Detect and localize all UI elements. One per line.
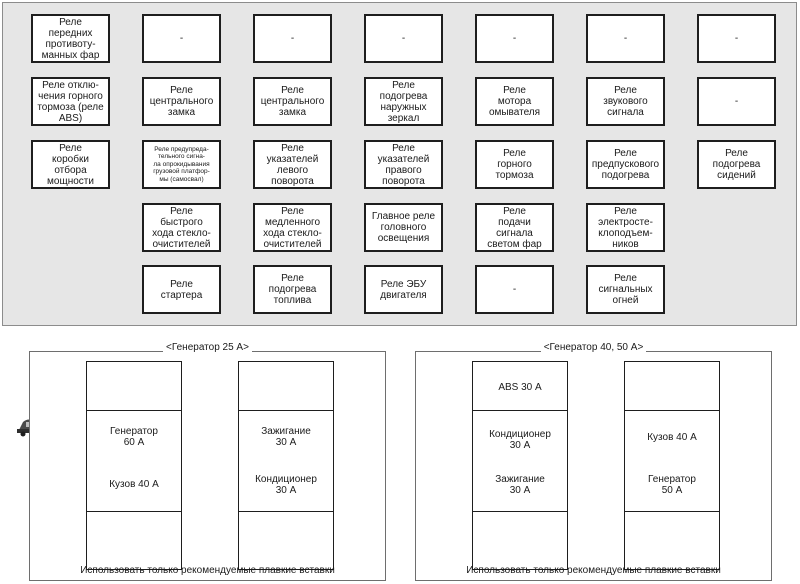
relay-dump-warning: Реле предупреда- тельного сигна- ла опрокидывания грузовой платфор- мы (самосвал): [142, 140, 221, 189]
relay-signal-lights: Реле сигнальных огней: [586, 265, 665, 314]
fuse-divider: [473, 511, 567, 512]
fuse-divider: [87, 410, 181, 411]
relay-horn: Реле звукового сигнала: [586, 77, 665, 126]
fuse-label-ignition: Зажигание 30 А: [261, 426, 311, 448]
relay-wiper-fast: Реле быстрого хода стекло- очистителей: [142, 203, 221, 252]
fuse-label-ignition: Зажигание 30 А: [495, 474, 545, 496]
fuse-divider: [239, 511, 333, 512]
fuse-holder: [624, 361, 720, 570]
relay-right-turn: Реле указателей правого поворота: [364, 140, 443, 189]
relay-wiper-slow: Реле медленного хода стекло- очистителей: [253, 203, 332, 252]
fuse-divider: [473, 410, 567, 411]
relay-left-turn: Реле указателей левого поворота: [253, 140, 332, 189]
relay-seat-heater: Реле подогрева сидений: [697, 140, 776, 189]
relay-empty: -: [364, 14, 443, 63]
relay-power-windows: Реле электросте- клоподъем- ников: [586, 203, 665, 252]
relay-empty: -: [475, 14, 554, 63]
fuse-label-generator: Генератор 60 А: [110, 426, 158, 448]
fuse-label-body: Кузов 40 А: [109, 479, 159, 490]
relay-central-lock: Реле центрального замка: [253, 77, 332, 126]
relay-empty: -: [142, 14, 221, 63]
relay-exhaust-brake-off: Реле отклю- чения горного тормоза (реле ABS): [31, 77, 110, 126]
fuse-label-generator: Генератор 50 А: [648, 474, 696, 496]
fuse-label-ac: Кондиционер 30 А: [489, 429, 551, 451]
relay-empty: -: [586, 14, 665, 63]
fuse-block-generator-25a: [29, 342, 386, 581]
relay-empty: -: [697, 14, 776, 63]
relay-exhaust-brake: Реле горного тормоза: [475, 140, 554, 189]
fuse-holder: [238, 361, 334, 570]
fuse-holder: [472, 361, 568, 570]
fuse-divider: [625, 511, 719, 512]
fuse-label-body: Кузов 40 А: [647, 432, 697, 443]
relay-headlight-flash: Реле подачи сигнала светом фар: [475, 203, 554, 252]
fuse-divider: [87, 511, 181, 512]
relay-empty: -: [697, 77, 776, 126]
fuse-holder: [86, 361, 182, 570]
relay-empty: -: [253, 14, 332, 63]
fuse-block-generator-40-50a: [415, 342, 772, 581]
block-title: <Генератор 40, 50 А>: [416, 341, 771, 355]
relay-preheat: Реле предпускового подогрева: [586, 140, 665, 189]
fuse-label-ac: Кондиционер 30 А: [255, 474, 317, 496]
block-footer-note: Использовать только рекомендуемые плавкие вставки: [80, 565, 335, 576]
relay-starter: Реле стартера: [142, 265, 221, 314]
relay-central-lock: Реле центрального замка: [142, 77, 221, 126]
block-title: <Генератор 25 А>: [30, 341, 385, 355]
relay-headlight-main: Главное реле головного освещения: [364, 203, 443, 252]
relay-front-fog-lights: Реле передних противоту- манных фар: [31, 14, 110, 63]
relay-fuel-heater: Реле подогрева топлива: [253, 265, 332, 314]
relay-empty: -: [475, 265, 554, 314]
relay-pto: Реле коробки отбора мощности: [31, 140, 110, 189]
relay-panel: [2, 2, 797, 326]
fuse-divider: [239, 410, 333, 411]
relay-washer-motor: Реле мотора омывателя: [475, 77, 554, 126]
fuse-label-abs: ABS 30 А: [498, 382, 542, 393]
fuse-divider: [625, 410, 719, 411]
block-footer-note: Использовать только рекомендуемые плавкие вставки: [466, 565, 721, 576]
relay-ecu: Реле ЭБУ двигателя: [364, 265, 443, 314]
relay-mirror-heater: Реле подогрева наружных зеркал: [364, 77, 443, 126]
